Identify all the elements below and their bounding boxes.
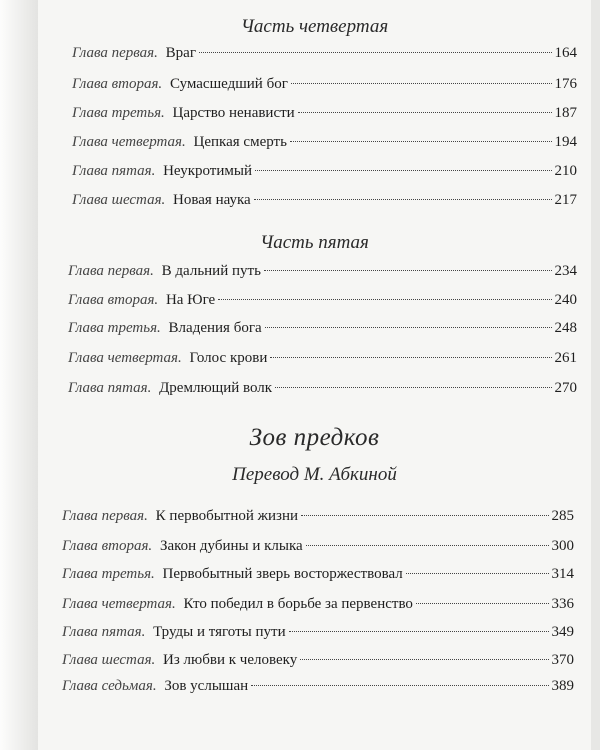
page-number: 217: [554, 192, 577, 208]
dot-leader: [300, 659, 548, 660]
page-number: 370: [551, 652, 574, 668]
chapter-title: Сумасшедший бог: [169, 76, 288, 92]
chapter-label: Глава четвертая.: [68, 350, 182, 366]
chapter-title: На Юге: [165, 292, 216, 308]
part-four-heading: Часть четвертая: [240, 16, 389, 37]
page-number: 270: [554, 380, 577, 396]
toc-entry: [72, 105, 577, 125]
page-number: 234: [554, 263, 577, 279]
translator-credit: Перевод М. Абкиной: [232, 464, 397, 485]
toc-entry: [62, 596, 574, 616]
chapter-label: Глава третья.: [72, 105, 165, 121]
dot-leader: [289, 631, 549, 632]
page-number: 349: [551, 624, 574, 640]
chapter-label: Глава вторая.: [68, 292, 159, 308]
toc-entry: [72, 163, 577, 183]
dot-leader: [306, 545, 549, 546]
toc-entry: [72, 134, 577, 154]
toc-entry: [72, 45, 577, 65]
dot-leader: [298, 112, 552, 113]
dot-leader: [265, 327, 552, 328]
chapter-label: Глава первая.: [68, 263, 154, 279]
page-number: 300: [551, 538, 574, 554]
dot-leader: [255, 170, 552, 171]
toc-entry: [68, 263, 577, 283]
page-number: 261: [554, 350, 577, 366]
toc-entry: [68, 292, 577, 312]
chapter-title: К первобытной жизни: [155, 508, 299, 524]
chapter-label: Глава шестая.: [62, 652, 156, 668]
dot-leader: [290, 141, 552, 142]
chapter-label: Глава первая.: [72, 45, 158, 61]
page-number: 210: [554, 163, 577, 179]
toc-entry: [68, 350, 577, 370]
chapter-title: Первобытный зверь восторжествовал: [162, 566, 403, 582]
chapter-title: Неукротимый: [163, 163, 252, 179]
chapter-title: Труды и тяготы пути: [153, 624, 286, 640]
page-gutter-shadow: [0, 0, 38, 750]
chapter-title: Голос крови: [189, 350, 268, 366]
chapter-title: Кто победил в борьбе за первенство: [183, 596, 413, 612]
toc-entry: [68, 320, 577, 340]
chapter-label: Глава шестая.: [72, 192, 166, 208]
page-number: 285: [551, 508, 574, 524]
page-number: 240: [554, 292, 577, 308]
page-number: 336: [551, 596, 574, 612]
toc-entry: [72, 192, 577, 212]
chapter-title: Царство ненависти: [172, 105, 295, 121]
page-number: 314: [551, 566, 574, 582]
page-number: 389: [551, 678, 574, 694]
chapter-label: Глава четвертая.: [72, 134, 186, 150]
toc-entry: [62, 652, 574, 672]
dot-leader: [251, 685, 548, 686]
dot-leader: [406, 573, 549, 574]
dot-leader: [291, 83, 552, 84]
dot-leader: [275, 387, 551, 388]
dot-leader: [301, 515, 548, 516]
chapter-label: Глава пятая.: [68, 380, 152, 396]
part-five-heading: Часть пятая: [260, 232, 369, 253]
dot-leader: [199, 52, 552, 53]
chapter-title: В дальний путь: [161, 263, 261, 279]
chapter-title: Новая наука: [173, 192, 251, 208]
chapter-label: Глава вторая.: [62, 538, 153, 554]
toc-entry: [68, 380, 577, 400]
toc-entry: [62, 566, 574, 586]
toc-entry: [62, 624, 574, 644]
chapter-label: Глава четвертая.: [62, 596, 176, 612]
chapter-label: Глава седьмая.: [62, 678, 157, 694]
page-number: 248: [554, 320, 577, 336]
chapter-label: Глава первая.: [62, 508, 148, 524]
chapter-label: Глава пятая.: [72, 163, 156, 179]
page-number: 164: [554, 45, 577, 61]
chapter-title: Цепкая смерть: [193, 134, 287, 150]
chapter-title: Зов услышан: [164, 678, 249, 694]
page-number: 176: [554, 76, 577, 92]
chapter-label: Глава третья.: [68, 320, 161, 336]
chapter-label: Глава вторая.: [72, 76, 163, 92]
toc-entry: [62, 538, 574, 558]
book-title: Зов предков: [249, 424, 380, 451]
chapter-label: Глава третья.: [62, 566, 155, 582]
chapter-title: Из любви к человеку: [163, 652, 298, 668]
toc-entry: [72, 76, 577, 96]
chapter-title: Закон дубины и клыка: [159, 538, 303, 554]
dot-leader: [270, 357, 551, 358]
chapter-title: Владения бога: [168, 320, 262, 336]
chapter-label: Глава пятая.: [62, 624, 146, 640]
chapter-title: Дремлющий волк: [159, 380, 273, 396]
page-number: 187: [554, 105, 577, 121]
toc-entry: [62, 678, 574, 698]
page-number: 194: [554, 134, 577, 150]
dot-leader: [416, 603, 549, 604]
table-of-contents-page: [38, 0, 591, 750]
dot-leader: [264, 270, 552, 271]
toc-entry: [62, 508, 574, 528]
dot-leader: [254, 199, 552, 200]
chapter-title: Враг: [165, 45, 196, 61]
dot-leader: [218, 299, 551, 300]
